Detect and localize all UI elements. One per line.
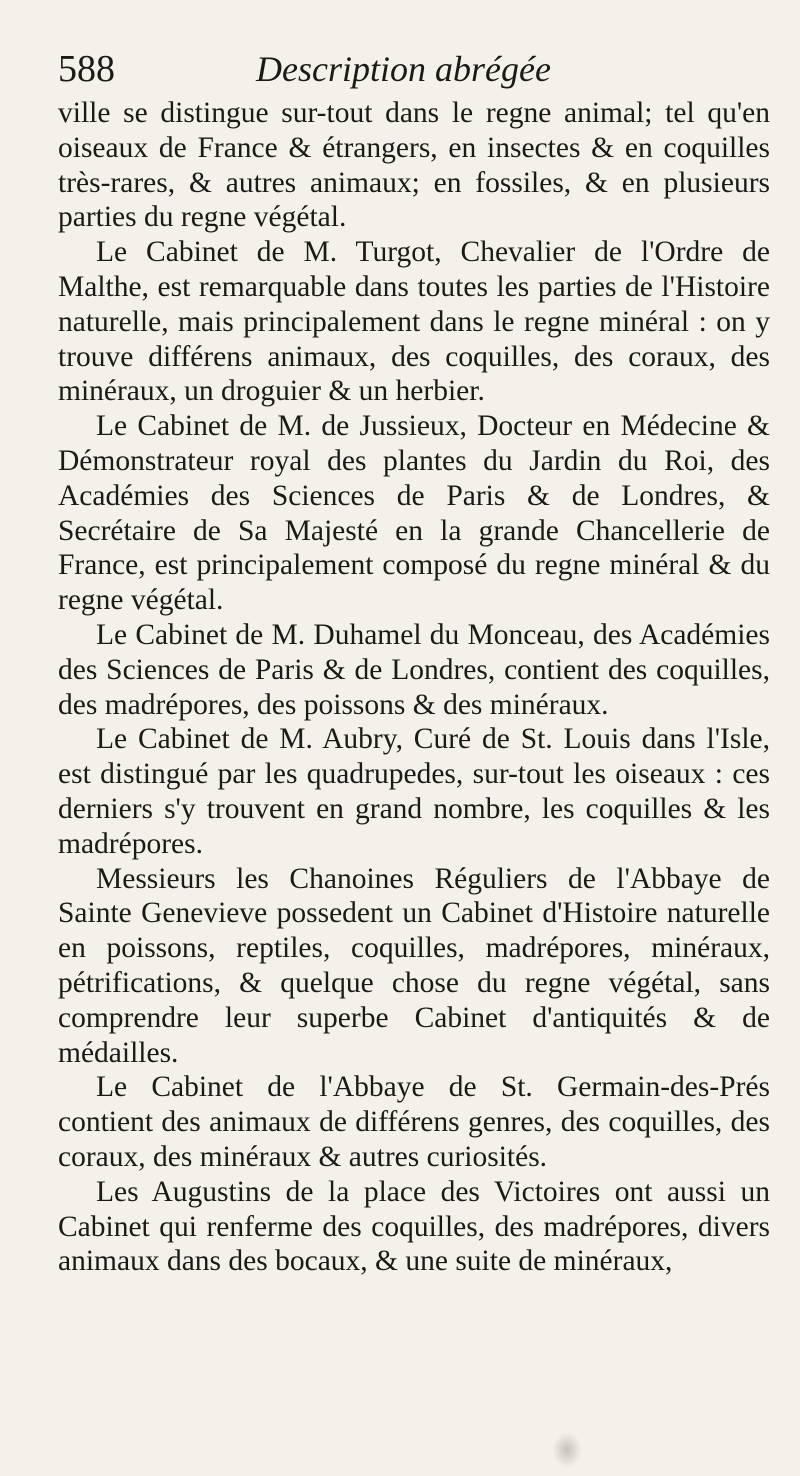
ink-smudge <box>552 1432 582 1468</box>
paragraph-st-germain: Le Cabinet de l'Abbaye de St. Germain-des-Prés contient des animaux de différens genres, des coquilles, des coraux, des minéraux & autres curiosités. <box>58 1071 770 1173</box>
page-number: 588 <box>58 48 115 90</box>
paragraph-jussieux: Le Cabinet de M. de Jussieux, Docteur en Médecine & Démonstrateur royal des plantes du Jardin du Roi, des Académies des Sciences de Paris & de Londres, & Secrétaire de Sa Majesté en la grande Chancellerie de France, est principalement composé du regne minéral & du regne végétal. <box>58 410 770 617</box>
paragraph-aubry: Le Cabinet de M. Aubry, Curé de St. Louis dans l'Isle, est distingué par les quadrupedes, sur-tout les oiseaux : ces derniers s'y trouvent en grand nombre, les coquilles & les madrépores. <box>58 723 770 860</box>
body-text <box>58 96 770 1279</box>
paragraph-augustins: Les Augustins de la place des Victoires ont aussi un Cabinet qui renferme des coquilles, des madrépores, divers animaux dans des bocaux, & une suite de minéraux, <box>58 1175 770 1278</box>
paragraph-duhamel: Le Cabinet de M. Duhamel du Monceau, des Académies des Sciences de Paris & de Londres, contient des coquilles, des madrépores, des poissons & des minéraux. <box>58 618 770 721</box>
paragraph-turgot: Le Cabinet de M. Turgot, Chevalier de l'Ordre de Malthe, est remarquable dans toutes les parties de l'Histoire naturelle, mais principalement dans le regne minéral : on y trouve différens animaux, des coquilles, des coraux, des minéraux, un droguier & un herbier. <box>58 236 770 408</box>
page-header <box>58 42 770 96</box>
paragraph-continuation: ville se distingue sur-tout dans le regne animal; tel qu'en oiseaux de France & étrangers, en insectes & en coquilles très-rares, & autres animaux; en fossiles, & en plusieurs parties du regne végétal. <box>58 97 770 234</box>
running-title: Description abrégée <box>256 49 551 89</box>
paragraph-genevieve: Messieurs les Chanoines Réguliers de l'Abbaye de Sainte Genevieve possedent un Cabinet d'Histoire naturelle en poissons, reptiles, coquilles, madrépores, minéraux, pétrifications, & quelque chose du regne végétal, sans comprendre leur superbe Cabinet d'antiquités & de médailles. <box>58 862 770 1069</box>
